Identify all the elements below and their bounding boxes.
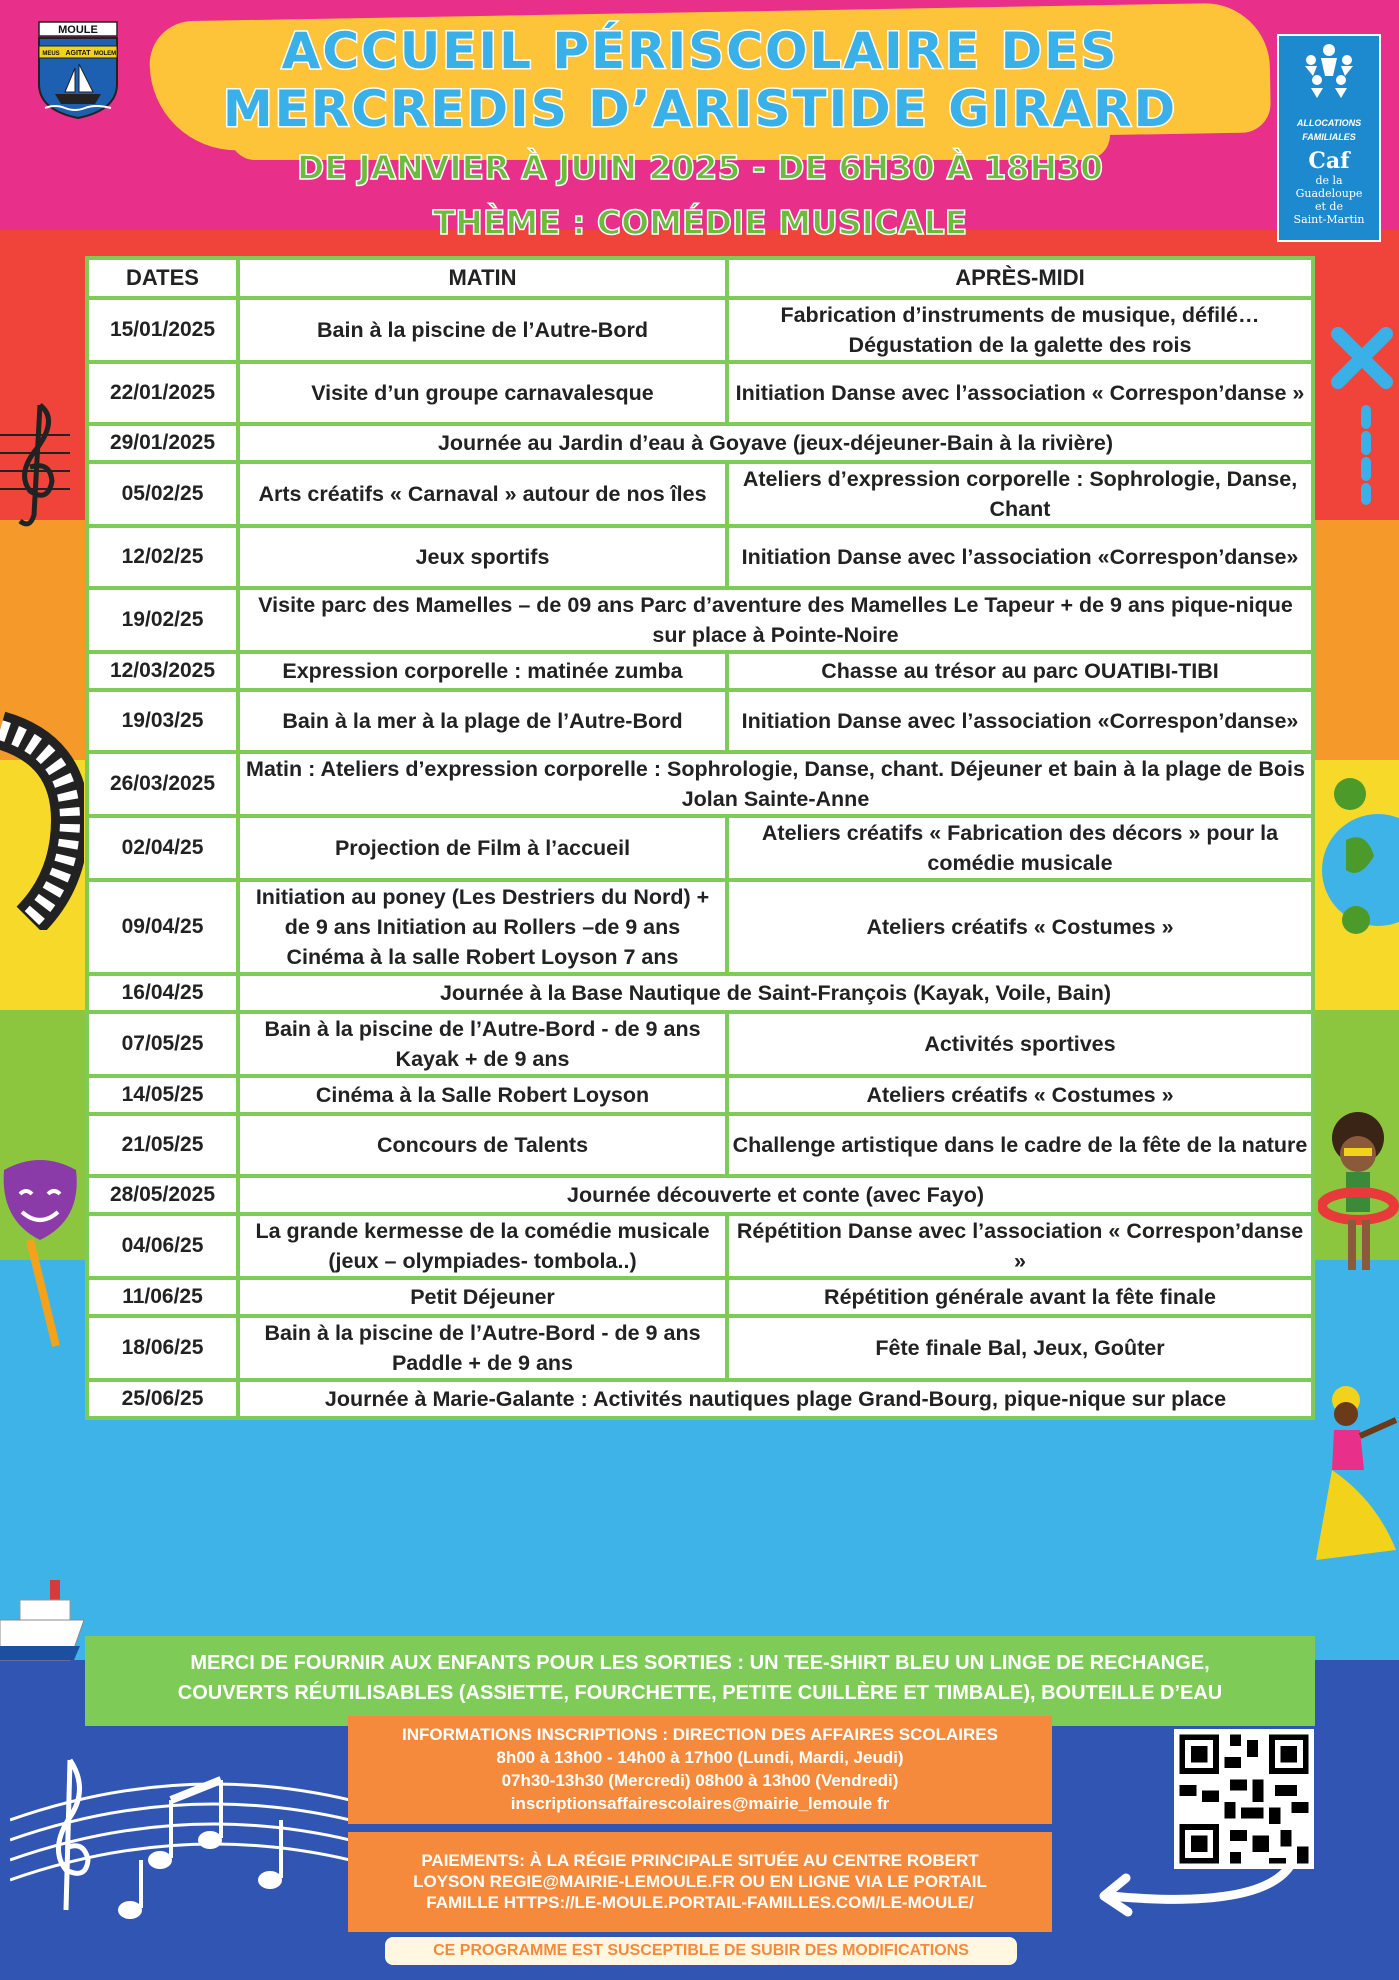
row-afternoon-activity: Répétition générale avant la fête finale — [729, 1280, 1311, 1314]
table-row — [89, 1014, 1311, 1074]
row-morning-activity: Arts créatifs « Carnaval » autour de nos îles — [240, 464, 725, 524]
table-row — [89, 754, 1311, 814]
caf-line1: ALLOCATIONS — [1296, 118, 1362, 128]
table-row — [89, 1280, 1311, 1314]
row-date: 02/04/25 — [89, 818, 236, 878]
caf-region-4: Saint-Martin — [1293, 213, 1365, 226]
row-afternoon-activity: Ateliers créatifs « Fabrication des décors » pour la comédie musicale — [729, 818, 1311, 878]
disclaimer: CE PROGRAMME EST SUSCEPTIBLE DE SUBIR DES MODIFICATIONS — [385, 1937, 1017, 1965]
caf-brand: Caf — [1308, 148, 1350, 174]
row-date: 12/03/2025 — [89, 654, 236, 688]
header-afternoon: APRÈS-MIDI — [729, 260, 1311, 296]
row-morning-activity: Bain à la piscine de l’Autre-Bord - de 9 ans Paddle + de 9 ans — [240, 1318, 725, 1378]
row-afternoon-activity: Répétition Danse avec l’association « Correspon’danse » — [729, 1216, 1311, 1276]
row-afternoon-activity: Fabrication d’instruments de musique, défilé… Dégustation de la galette des rois — [729, 300, 1311, 360]
payment-line-1: PAIEMENTS: À LA RÉGIE PRINCIPALE SITUÉE AU CENTRE ROBERT — [421, 1851, 979, 1870]
caf-emblem — [1279, 36, 1379, 116]
row-date: 21/05/25 — [89, 1116, 236, 1174]
table-row — [89, 1318, 1311, 1378]
row-morning-activity: Bain à la mer à la plage de l’Autre-Bord — [240, 692, 725, 750]
crest-motto-left: MEUS — [42, 51, 60, 57]
crest-motto-right: MOLEM — [93, 51, 117, 57]
row-morning-activity: Concours de Talents — [240, 1116, 725, 1174]
row-morning-activity: Petit Déjeuner — [240, 1280, 725, 1314]
table-row — [89, 976, 1311, 1010]
row-morning-activity: Cinéma à la Salle Robert Loyson — [240, 1078, 725, 1112]
table-row — [89, 692, 1311, 750]
table-row — [89, 1178, 1311, 1212]
table-row — [89, 1116, 1311, 1174]
schedule-table — [85, 256, 1315, 1420]
table-row — [89, 882, 1311, 972]
info-line-3: 07h30-13h30 (Mercredi) 08h00 à 13h00 (Vendredi) — [501, 1771, 899, 1790]
equipment-notice — [85, 1636, 1315, 1726]
caf-region-2: Guadeloupe — [1295, 187, 1363, 200]
row-date: 09/04/25 — [89, 882, 236, 972]
title-line-2: MERCREDIS D’ARISTIDE GIRARD — [222, 80, 1178, 138]
row-afternoon-activity: Ateliers créatifs « Costumes » — [729, 882, 1311, 972]
table-row — [89, 464, 1311, 524]
row-date: 25/06/25 — [89, 1382, 236, 1416]
table-row — [89, 654, 1311, 688]
row-date: 04/06/25 — [89, 1216, 236, 1276]
row-date: 14/05/25 — [89, 1078, 236, 1112]
caf-region-3: et de — [1315, 200, 1343, 213]
table-row — [89, 1078, 1311, 1112]
row-morning-activity: Initiation au poney (Les Destriers du Nord) + de 9 ans Initiation au Rollers –de 9 ans Cinéma à la salle Robert Loyson 7 ans — [240, 882, 725, 972]
row-date: 22/01/2025 — [89, 364, 236, 422]
info-email: inscriptionsaffairescolaires@mairie_lemoule fr — [510, 1794, 890, 1813]
row-date: 16/04/25 — [89, 976, 236, 1010]
row-morning-activity: Bain à la piscine de l’Autre-Bord — [240, 300, 725, 360]
moule-crest-icon — [35, 20, 121, 120]
crest-label: MOULE — [58, 24, 98, 36]
row-date: 05/02/25 — [89, 464, 236, 524]
row-date: 19/03/25 — [89, 692, 236, 750]
row-afternoon-activity: Initiation Danse avec l’association «Correspon’danse» — [729, 528, 1311, 586]
cruise-ship-icon — [0, 1570, 86, 1680]
notice-line-1: MERCI DE FOURNIR AUX ENFANTS POUR LES SORTIES : UN TEE-SHIRT BLEU UN LINGE DE RECHANGE, — [190, 1652, 1210, 1674]
payment-info-box — [348, 1832, 1052, 1932]
table-row — [89, 818, 1311, 878]
music-notes-icon — [10, 1740, 350, 1930]
treble-clef-icon — [0, 395, 70, 535]
dancer-icon — [1316, 1380, 1399, 1570]
caf-line2: FAMILIALES — [1302, 132, 1356, 142]
row-afternoon-activity: Activités sportives — [729, 1014, 1311, 1074]
row-date: 28/05/2025 — [89, 1178, 236, 1212]
row-afternoon-activity: Ateliers créatifs « Costumes » — [729, 1078, 1311, 1112]
row-afternoon-activity: Initiation Danse avec l’association « Correspon’danse » — [729, 364, 1311, 422]
table-row — [89, 590, 1311, 650]
row-afternoon-activity: Fête finale Bal, Jeux, Goûter — [729, 1318, 1311, 1378]
row-date: 11/06/25 — [89, 1280, 236, 1314]
row-full-day-activity: Journée découverte et conte (avec Fayo) — [240, 1178, 1311, 1212]
row-afternoon-activity: Initiation Danse avec l’association «Correspon’danse» — [729, 692, 1311, 750]
table-row — [89, 426, 1311, 460]
row-morning-activity: Bain à la piscine de l’Autre-Bord - de 9 ans Kayak + de 9 ans — [240, 1014, 725, 1074]
crest-motto-center: AGITAT — [65, 50, 91, 57]
notice-line-2: COUVERTS RÉUTILISABLES (ASSIETTE, FOURCHETTE, PETITE CUILLÈRE ET TIMBALE), BOUTEILLE D’EAU — [177, 1682, 1223, 1704]
table-row — [89, 364, 1311, 422]
table-row — [89, 528, 1311, 586]
subtitle-theme: THÈME : COMÉDIE MUSICALE — [432, 203, 968, 242]
table-row — [89, 300, 1311, 360]
row-full-day-activity: Journée à Marie-Galante : Activités nautiques plage Grand-Bourg, pique-nique sur place — [240, 1382, 1311, 1416]
info-line-2: 8h00 à 13h00 - 14h00 à 17h00 (Lundi, Mardi, Jeudi) — [496, 1748, 904, 1767]
title-line-1: ACCUEIL PÉRISCOLAIRE DES — [281, 22, 1119, 80]
globe-icon — [1316, 760, 1399, 960]
table-header-row — [89, 260, 1311, 296]
row-date: 15/01/2025 — [89, 300, 236, 360]
row-date: 07/05/25 — [89, 1014, 236, 1074]
row-afternoon-activity: Chasse au trésor au parc OUATIBI-TIBI — [729, 654, 1311, 688]
subtitle-dates: DE JANVIER À JUIN 2025 - DE 6H30 À 18H30 — [296, 148, 1104, 187]
theater-mask-icon — [0, 1150, 88, 1350]
row-date: 19/02/25 — [89, 590, 236, 650]
table-row — [89, 1216, 1311, 1276]
row-date: 26/03/2025 — [89, 754, 236, 814]
payment-line-3: FAMILLE HTTPS://LE-MOULE.PORTAIL-FAMILLES.COM/LE-MOULE/ — [426, 1893, 974, 1912]
caf-logo-icon — [1277, 34, 1381, 242]
qr-code-icon[interactable] — [1174, 1729, 1314, 1869]
info-line-1: INFORMATIONS INSCRIPTIONS : DIRECTION DES AFFAIRES SCOLAIRES — [402, 1725, 998, 1744]
row-full-day-activity: Journée à la Base Nautique de Saint-François (Kayak, Voile, Bain) — [240, 976, 1311, 1010]
header-dates: DATES — [89, 260, 236, 296]
cross-marker-icon — [1330, 310, 1399, 510]
film-reel-icon — [0, 710, 84, 930]
row-morning-activity: Projection de Film à l’accueil — [240, 818, 725, 878]
row-morning-activity: Visite d’un groupe carnavalesque — [240, 364, 725, 422]
row-morning-activity: Expression corporelle : matinée zumba — [240, 654, 725, 688]
row-afternoon-activity: Challenge artistique dans le cadre de la fête de la nature — [729, 1116, 1311, 1174]
row-morning-activity: Jeux sportifs — [240, 528, 725, 586]
table-row — [89, 1382, 1311, 1416]
row-date: 18/06/25 — [89, 1318, 236, 1378]
row-full-day-activity: Journée au Jardin d’eau à Goyave (jeux-déjeuner-Bain à la rivière) — [240, 426, 1311, 460]
payment-line-2: LOYSON REGIE@MAIRIE-LEMOULE.FR OU EN LIGNE VIA LE PORTAIL — [413, 1872, 987, 1891]
child-swimmer-icon — [1318, 1110, 1399, 1280]
header-morning: MATIN — [240, 260, 725, 296]
row-date: 29/01/2025 — [89, 426, 236, 460]
row-full-day-activity: Matin : Ateliers d’expression corporelle : Sophrologie, Danse, chant. Déjeuner et bain à la plage de Bois Jolan Sainte-Anne — [240, 754, 1311, 814]
caf-region-1: de la — [1315, 174, 1343, 187]
registration-info-box — [348, 1716, 1052, 1824]
curved-arrow-icon — [1080, 1860, 1300, 1920]
row-afternoon-activity: Ateliers d’expression corporelle : Sophrologie, Danse, Chant — [729, 464, 1311, 524]
caf-people-icon — [1281, 36, 1377, 116]
row-full-day-activity: Visite parc des Mamelles – de 09 ans Parc d’aventure des Mamelles Le Tapeur + de 9 ans pique-nique sur place à Pointe-Noire — [240, 590, 1311, 650]
row-morning-activity: La grande kermesse de la comédie musicale (jeux – olympiades- tombola..) — [240, 1216, 725, 1276]
row-date: 12/02/25 — [89, 528, 236, 586]
